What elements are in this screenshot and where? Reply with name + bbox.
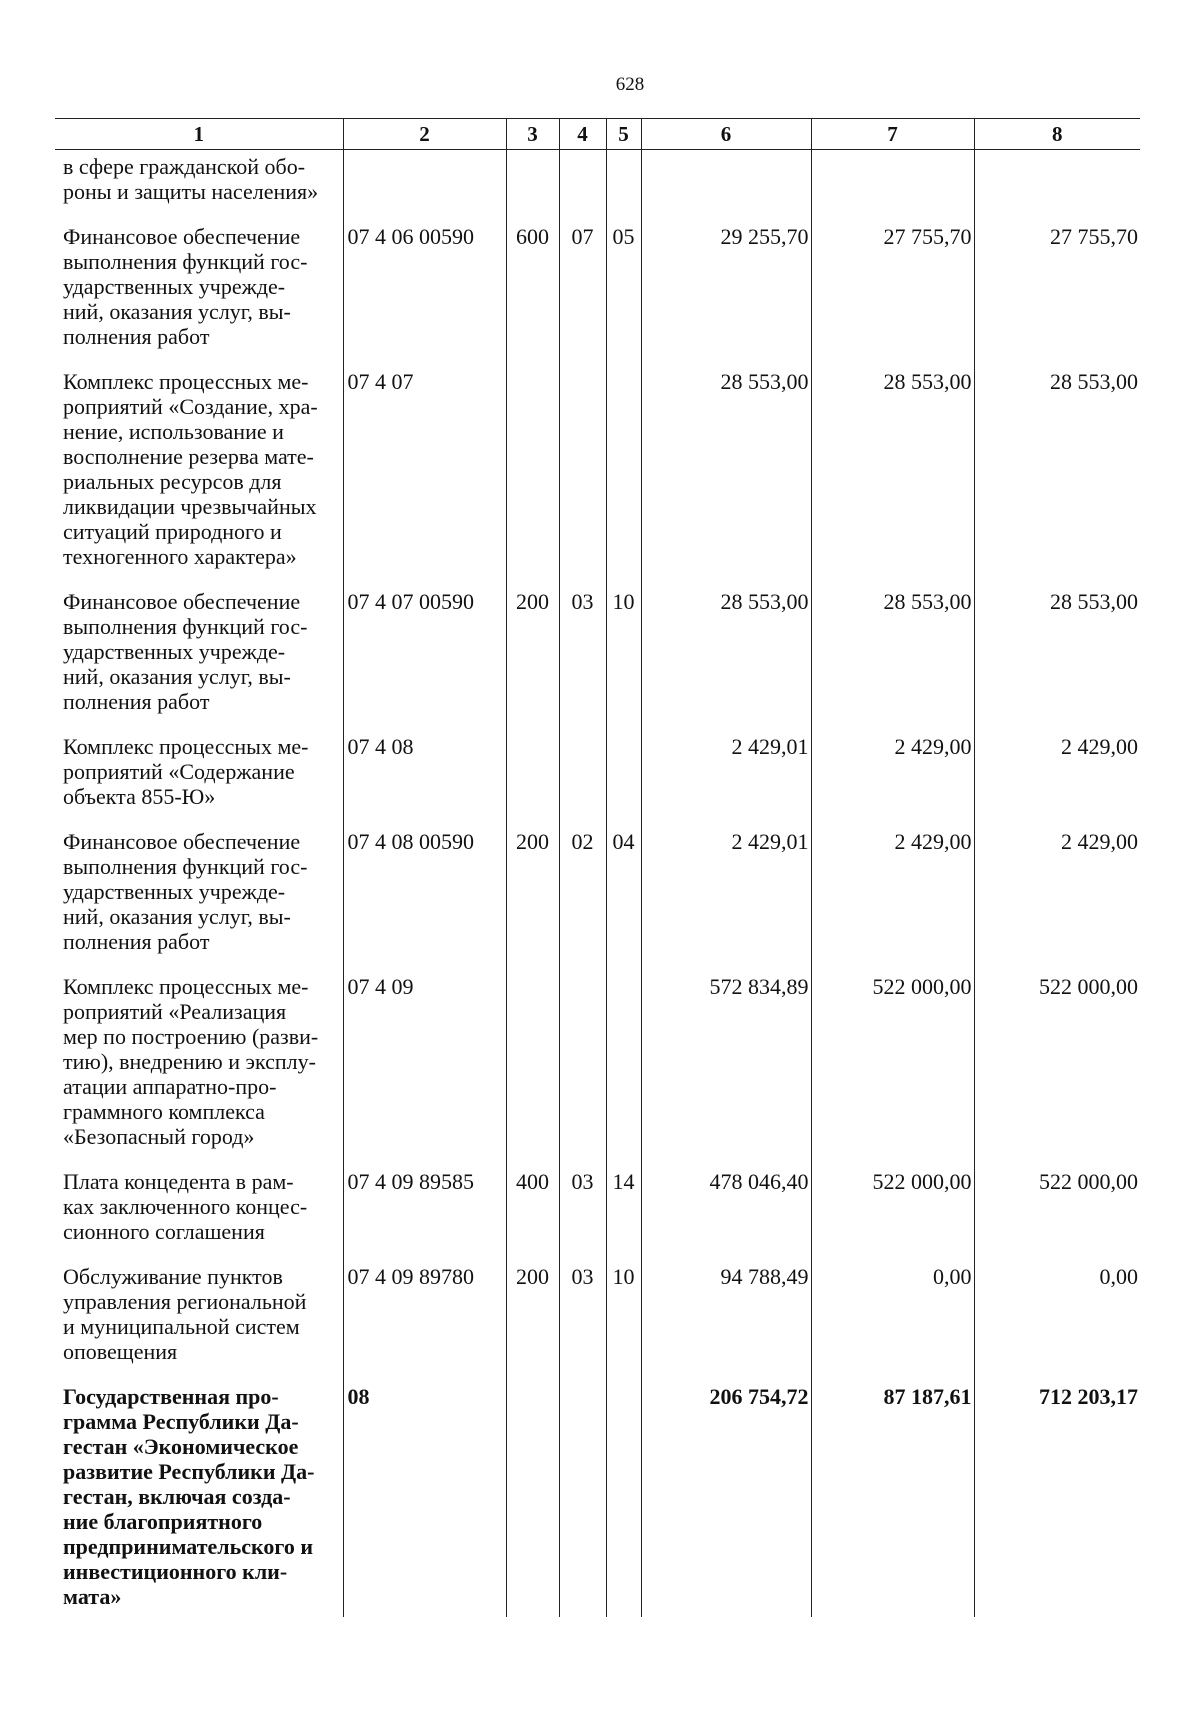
- row-spacer: [55, 569, 1140, 585]
- row-value8-cell: 2 429,00: [974, 730, 1140, 809]
- row-code-cell: 07 4 06 00590: [343, 220, 506, 349]
- row-col4-cell: 03: [559, 1165, 606, 1244]
- table-row: [55, 365, 1140, 569]
- row-value8-cell: [974, 150, 1140, 205]
- row-col3-cell: 200: [506, 1260, 559, 1364]
- spacer-cell: [811, 569, 974, 585]
- row-spacer: [55, 954, 1140, 970]
- row-value7-cell: 2 429,00: [811, 730, 974, 809]
- row-value8-cell: 27 755,70: [974, 220, 1140, 349]
- column-header-7: 7: [811, 119, 974, 150]
- spacer-cell: [606, 954, 641, 970]
- row-code-cell: 07 4 09 89780: [343, 1260, 506, 1364]
- spacer-cell: [55, 954, 343, 970]
- page-number: 628: [615, 74, 645, 95]
- spacer-cell: [343, 954, 506, 970]
- spacer-cell: [506, 809, 559, 825]
- spacer-cell: [641, 349, 811, 365]
- row-value6-cell: 28 553,00: [641, 365, 811, 569]
- row-value7-cell: [811, 150, 974, 205]
- table-row: [55, 825, 1140, 954]
- row-value6-cell: 2 429,01: [641, 730, 811, 809]
- row-spacer: [55, 1364, 1140, 1380]
- row-value6-cell: [641, 150, 811, 205]
- spacer-cell: [974, 714, 1140, 730]
- spacer-cell: [55, 1149, 343, 1165]
- row-col3-cell: [506, 1380, 559, 1617]
- row-value6-cell: 478 046,40: [641, 1165, 811, 1244]
- row-col5-cell: 10: [606, 1260, 641, 1364]
- row-value8-cell: 28 553,00: [974, 365, 1140, 569]
- spacer-cell: [506, 714, 559, 730]
- row-value7-cell: 28 553,00: [811, 585, 974, 714]
- row-col4-cell: [559, 150, 606, 205]
- spacer-cell: [811, 349, 974, 365]
- row-value8-cell: 28 553,00: [974, 585, 1140, 714]
- spacer-cell: [641, 569, 811, 585]
- row-value8-cell: 522 000,00: [974, 970, 1140, 1149]
- spacer-cell: [606, 569, 641, 585]
- table-row: [55, 1165, 1140, 1244]
- row-value7-cell: 28 553,00: [811, 365, 974, 569]
- row-name-cell: Комплекс процессных ме- роприятий «Создание, хра- нение, использование и восполнение резерва мате- риальных ресурсов для ликвидации чрезвычайных ситуаций природного и техногенного характера»: [63, 369, 318, 569]
- table-row: [55, 585, 1140, 714]
- spacer-cell: [641, 1244, 811, 1260]
- row-value8-cell: 522 000,00: [974, 1165, 1140, 1244]
- spacer-cell: [559, 1149, 606, 1165]
- row-value7-cell: 0,00: [811, 1260, 974, 1364]
- row-col5-cell: [606, 730, 641, 809]
- column-header-3: 3: [506, 119, 559, 150]
- row-name-cell: Финансовое обеспечение выполнения функций гос- ударственных учрежде- ний, оказания услуг, вы- полнения работ: [63, 589, 308, 714]
- row-code-cell: 07 4 07 00590: [343, 585, 506, 714]
- row-col4-cell: 03: [559, 585, 606, 714]
- spacer-cell: [606, 1244, 641, 1260]
- spacer-cell: [606, 1364, 641, 1380]
- spacer-cell: [506, 1364, 559, 1380]
- spacer-cell: [641, 714, 811, 730]
- row-col3-cell: 200: [506, 825, 559, 954]
- row-value6-cell: 2 429,01: [641, 825, 811, 954]
- spacer-cell: [641, 809, 811, 825]
- spacer-cell: [641, 204, 811, 220]
- row-code-cell: 07 4 08 00590: [343, 825, 506, 954]
- column-header-1: 1: [55, 119, 343, 150]
- spacer-cell: [55, 714, 343, 730]
- spacer-cell: [974, 349, 1140, 365]
- spacer-cell: [641, 954, 811, 970]
- column-header-5: 5: [606, 119, 641, 150]
- spacer-cell: [559, 204, 606, 220]
- spacer-cell: [606, 1149, 641, 1165]
- spacer-cell: [55, 204, 343, 220]
- header-row: [55, 119, 1140, 150]
- row-value6-cell: 28 553,00: [641, 585, 811, 714]
- spacer-cell: [343, 1149, 506, 1165]
- table-row: [55, 1380, 1140, 1617]
- spacer-cell: [811, 714, 974, 730]
- spacer-cell: [559, 714, 606, 730]
- row-value7-cell: 2 429,00: [811, 825, 974, 954]
- spacer-cell: [343, 349, 506, 365]
- table-row: [55, 970, 1140, 1149]
- spacer-cell: [343, 1364, 506, 1380]
- row-value6-cell: 206 754,72: [641, 1380, 811, 1617]
- budget-table: [55, 118, 1140, 1617]
- table-row: [55, 150, 1140, 205]
- spacer-cell: [343, 714, 506, 730]
- spacer-cell: [506, 204, 559, 220]
- row-col5-cell: [606, 365, 641, 569]
- spacer-cell: [974, 809, 1140, 825]
- row-col4-cell: 02: [559, 825, 606, 954]
- spacer-cell: [506, 349, 559, 365]
- spacer-cell: [506, 569, 559, 585]
- row-value8-cell: 2 429,00: [974, 825, 1140, 954]
- row-col5-cell: [606, 970, 641, 1149]
- spacer-cell: [811, 1244, 974, 1260]
- row-code-cell: 08: [343, 1380, 506, 1617]
- row-name-cell: Обслуживание пунктов управления региональной и муниципальной систем оповещения: [63, 1264, 307, 1364]
- spacer-cell: [811, 954, 974, 970]
- row-code-cell: 07 4 07: [343, 365, 506, 569]
- row-value8-cell: 0,00: [974, 1260, 1140, 1364]
- spacer-cell: [343, 809, 506, 825]
- row-col4-cell: 07: [559, 220, 606, 349]
- table-row: [55, 730, 1140, 809]
- row-col3-cell: 200: [506, 585, 559, 714]
- column-header-2: 2: [343, 119, 506, 150]
- row-value7-cell: 522 000,00: [811, 1165, 974, 1244]
- row-col3-cell: [506, 970, 559, 1149]
- row-spacer: [55, 1149, 1140, 1165]
- row-name-cell: Финансовое обеспечение выполнения функций гос- ударственных учрежде- ний, оказания услуг, вы- полнения работ: [63, 224, 308, 349]
- row-col4-cell: 03: [559, 1260, 606, 1364]
- table-row: [55, 1260, 1140, 1364]
- spacer-cell: [559, 809, 606, 825]
- row-value7-cell: 522 000,00: [811, 970, 974, 1149]
- column-header-8: 8: [974, 119, 1140, 150]
- spacer-cell: [974, 1244, 1140, 1260]
- spacer-cell: [506, 1149, 559, 1165]
- row-code-cell: 07 4 09: [343, 970, 506, 1149]
- row-spacer: [55, 1244, 1140, 1260]
- row-col4-cell: [559, 730, 606, 809]
- row-name-cell: Финансовое обеспечение выполнения функций гос- ударственных учрежде- ний, оказания услуг, вы- полнения работ: [63, 829, 308, 954]
- spacer-cell: [559, 569, 606, 585]
- spacer-cell: [641, 1364, 811, 1380]
- table-header: [55, 119, 1140, 150]
- row-value8-cell: 712 203,17: [974, 1380, 1140, 1617]
- spacer-cell: [811, 809, 974, 825]
- spacer-cell: [55, 349, 343, 365]
- row-code-cell: 07 4 08: [343, 730, 506, 809]
- spacer-cell: [974, 204, 1140, 220]
- row-col4-cell: [559, 365, 606, 569]
- spacer-cell: [343, 569, 506, 585]
- row-spacer: [55, 714, 1140, 730]
- spacer-cell: [506, 1244, 559, 1260]
- row-value6-cell: 94 788,49: [641, 1260, 811, 1364]
- row-name-cell: Государственная про- грамма Республики Да- гестан «Экономическое развитие Республики Да- гестан, включая созда- ние благоприятного предпринимательского и инвестиционного кли- мата»: [63, 1384, 315, 1609]
- row-spacer: [55, 809, 1140, 825]
- spacer-cell: [811, 1364, 974, 1380]
- row-col4-cell: [559, 1380, 606, 1617]
- spacer-cell: [559, 1364, 606, 1380]
- spacer-cell: [55, 1364, 343, 1380]
- table-body: [55, 150, 1140, 1618]
- row-col3-cell: 600: [506, 220, 559, 349]
- row-col3-cell: [506, 730, 559, 809]
- row-col4-cell: [559, 970, 606, 1149]
- row-value6-cell: 29 255,70: [641, 220, 811, 349]
- row-value7-cell: 27 755,70: [811, 220, 974, 349]
- row-code-cell: [343, 150, 506, 205]
- spacer-cell: [606, 204, 641, 220]
- spacer-cell: [811, 1149, 974, 1165]
- spacer-cell: [974, 1364, 1140, 1380]
- row-name-cell: Комплекс процессных ме- роприятий «Реализация мер по построению (разви- тию), внедрению и эксплу- атации аппаратно-про- граммного комплекса «Безопасный город»: [63, 974, 319, 1149]
- spacer-cell: [606, 714, 641, 730]
- spacer-cell: [606, 809, 641, 825]
- row-col3-cell: [506, 365, 559, 569]
- spacer-cell: [559, 1244, 606, 1260]
- spacer-cell: [55, 569, 343, 585]
- row-code-cell: 07 4 09 89585: [343, 1165, 506, 1244]
- spacer-cell: [974, 1149, 1140, 1165]
- row-col5-cell: 10: [606, 585, 641, 714]
- spacer-cell: [55, 1244, 343, 1260]
- row-col5-cell: 14: [606, 1165, 641, 1244]
- column-header-4: 4: [559, 119, 606, 150]
- spacer-cell: [641, 1149, 811, 1165]
- row-col5-cell: 04: [606, 825, 641, 954]
- table-row: [55, 220, 1140, 349]
- row-name-cell: Плата концедента в рам- ках заключенного концес- сионного соглашения: [63, 1169, 308, 1244]
- spacer-cell: [343, 1244, 506, 1260]
- row-value6-cell: 572 834,89: [641, 970, 811, 1149]
- spacer-cell: [506, 954, 559, 970]
- row-value7-cell: 87 187,61: [811, 1380, 974, 1617]
- spacer-cell: [559, 954, 606, 970]
- column-header-6: 6: [641, 119, 811, 150]
- row-col5-cell: [606, 1380, 641, 1617]
- spacer-cell: [55, 809, 343, 825]
- row-col5-cell: 05: [606, 220, 641, 349]
- spacer-cell: [974, 569, 1140, 585]
- row-col3-cell: [506, 150, 559, 205]
- row-spacer: [55, 349, 1140, 365]
- row-name-cell: Комплекс процессных ме- роприятий «Содержание объекта 855-Ю»: [63, 734, 309, 809]
- row-name-cell: в сфере гражданской обо- роны и защиты населения»: [63, 154, 319, 204]
- budget-table-container: [55, 118, 1140, 1617]
- spacer-cell: [811, 204, 974, 220]
- spacer-cell: [974, 954, 1140, 970]
- row-spacer: [55, 204, 1140, 220]
- row-col3-cell: 400: [506, 1165, 559, 1244]
- spacer-cell: [606, 349, 641, 365]
- spacer-cell: [559, 349, 606, 365]
- row-col5-cell: [606, 150, 641, 205]
- spacer-cell: [343, 204, 506, 220]
